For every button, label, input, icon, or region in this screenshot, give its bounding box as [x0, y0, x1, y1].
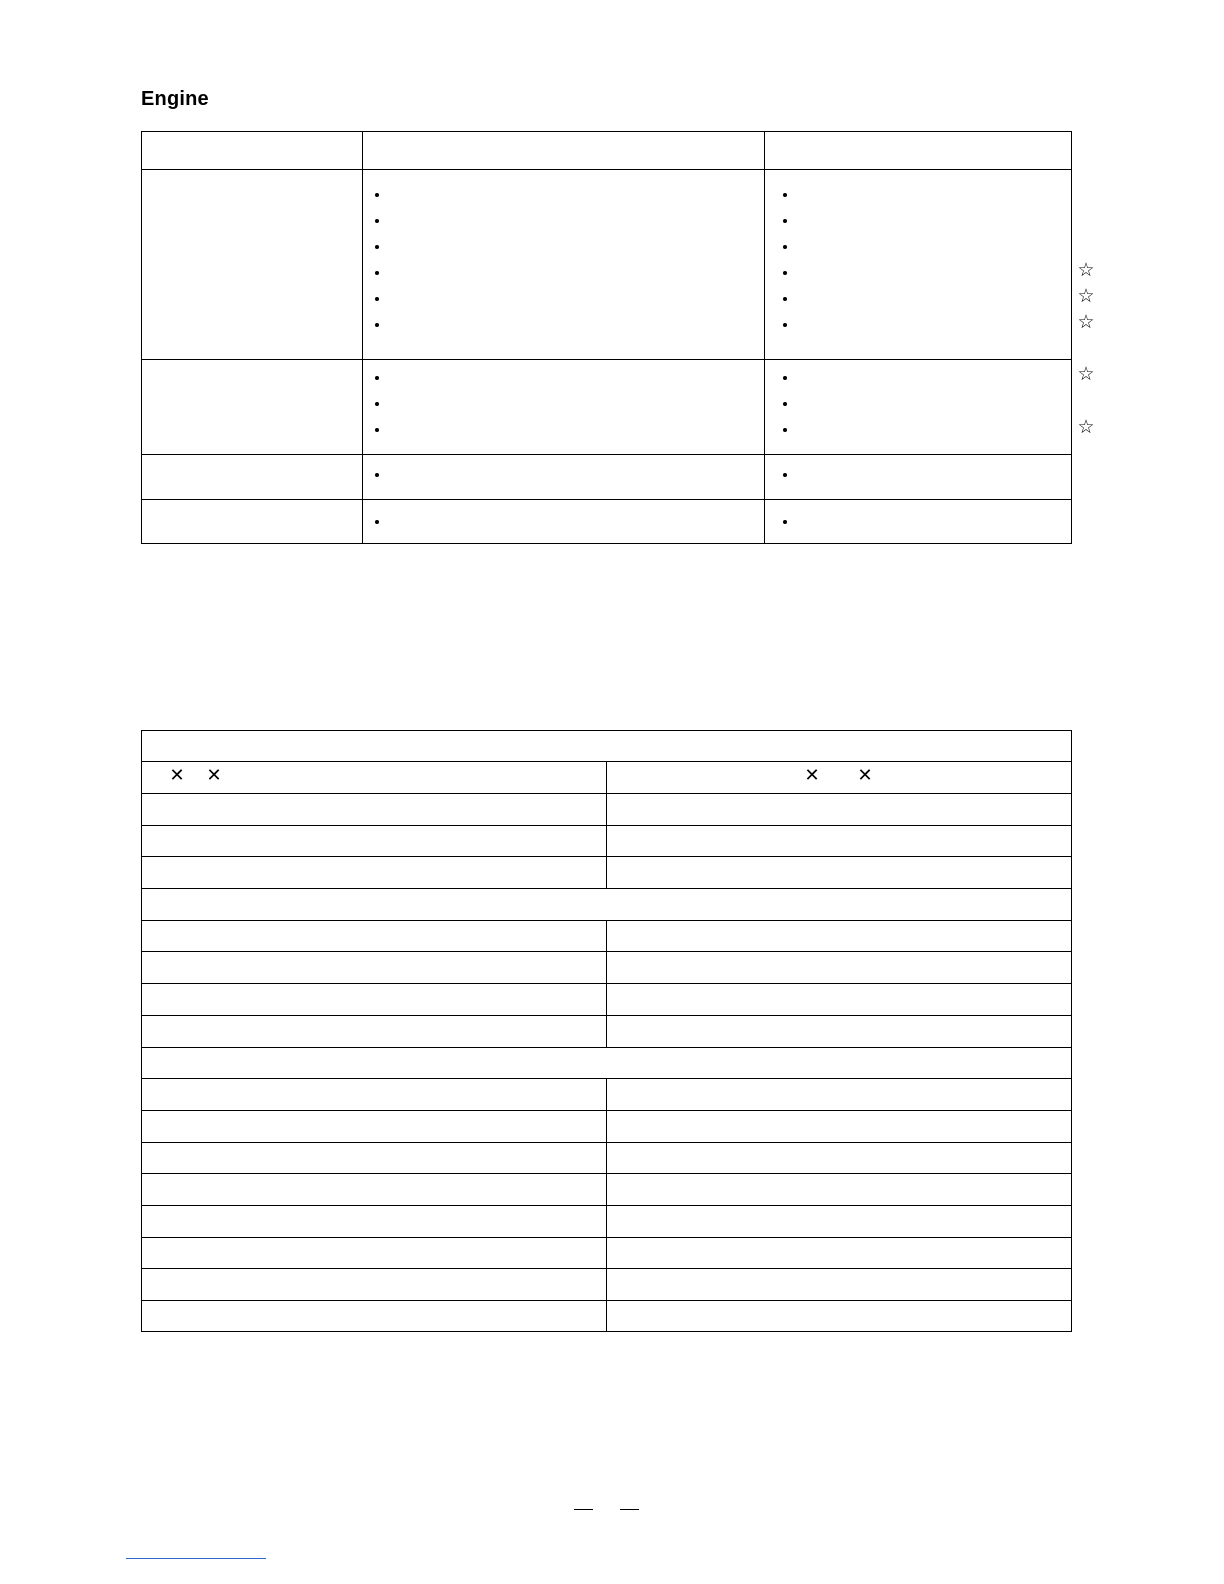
footer-rule — [126, 1558, 266, 1559]
multiplication-x-icon: ✕ — [169, 765, 185, 786]
section-heading: Engine — [141, 88, 209, 110]
page-number-dash — [574, 1509, 593, 1510]
star-outline-icon: ☆ — [1077, 259, 1095, 281]
star-outline-icon: ☆ — [1077, 416, 1095, 438]
star-outline-icon: ☆ — [1077, 363, 1095, 385]
star-outline-icon: ☆ — [1077, 285, 1095, 307]
star-outline-icon: ☆ — [1077, 311, 1095, 333]
multiplication-x-icon: ✕ — [857, 765, 873, 786]
page-number-dash — [620, 1509, 639, 1510]
multiplication-x-icon: ✕ — [804, 765, 820, 786]
multiplication-x-icon: ✕ — [206, 765, 222, 786]
